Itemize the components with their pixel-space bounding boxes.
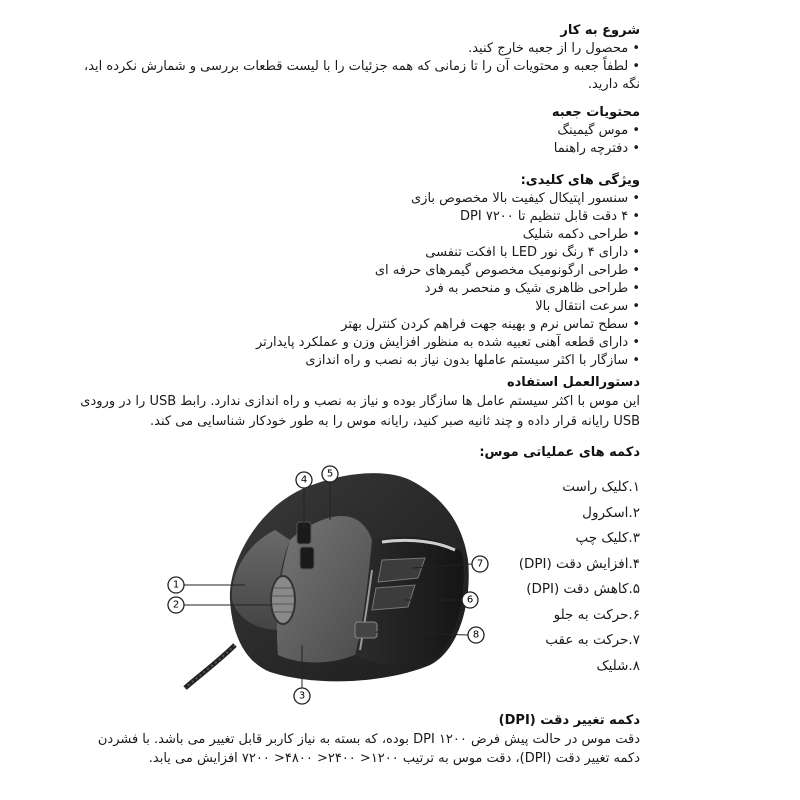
list-item: • موس گیمینگ bbox=[80, 122, 640, 140]
svg-text:2: 2 bbox=[172, 599, 180, 611]
list-item: • سنسور اپتیکال کیفیت بالا مخصوص بازی bbox=[80, 190, 640, 208]
list-item: ۲.اسکرول bbox=[582, 504, 640, 521]
key-features-section bbox=[80, 172, 640, 370]
list-item: ۳.کلیک چپ bbox=[575, 530, 640, 546]
fire-button bbox=[355, 622, 377, 638]
getting-started-list bbox=[80, 40, 640, 94]
svg-text:7: 7 bbox=[476, 558, 484, 570]
key-features-title: ویژگی های کلیدی: bbox=[520, 173, 640, 188]
list-item: ۷.حرکت به عقب bbox=[545, 632, 640, 648]
gaming-mouse-illustration bbox=[150, 460, 510, 710]
getting-started-section bbox=[80, 22, 640, 94]
dpi-title: دکمه تغییر دقت (DPI) bbox=[498, 713, 640, 728]
list-item: ۱.کلیک راست bbox=[562, 479, 640, 495]
list-item: • طراحی ارگونومیک مخصوص گیمرهای حرفه ای bbox=[80, 262, 640, 280]
usage-section bbox=[80, 374, 640, 432]
box-contents-section bbox=[80, 104, 640, 158]
list-item: • سرعت انتقال بالا bbox=[80, 298, 640, 316]
callout-7 bbox=[472, 556, 488, 572]
list-item: • سطح تماس نرم و بهینه جهت فراهم کردن کنترل بهتر bbox=[80, 316, 640, 334]
svg-text:1: 1 bbox=[172, 579, 180, 591]
svg-text:8: 8 bbox=[472, 629, 480, 641]
usage-text: این موس با اکثر سیستم عامل ها سازگار بوده و نیاز به نصب و راه اندازی ندارد. رابط USB را در ورودی USB رایانه قرار داده و چند ثانیه صبر کنید، رایانه موس را به طور خودکار شناسایی می کند. bbox=[80, 394, 640, 429]
callout-5 bbox=[322, 466, 338, 482]
getting-started-title: شروع به کار bbox=[560, 23, 640, 38]
forward-button bbox=[378, 558, 425, 582]
callout-1 bbox=[168, 577, 184, 593]
dpi-down-button bbox=[300, 547, 314, 569]
list-item: • طراحی دکمه شلیک bbox=[80, 226, 640, 244]
list-item: • دارای قطعه آهنی تعبیه شده به منظور افزایش وزن و عملکرد پایدارتر bbox=[80, 334, 640, 352]
list-item: • سازگار با اکثر سیستم عاملها بدون نیاز به نصب و راه اندازی bbox=[80, 352, 640, 370]
list-item: • دارای ۴ رنگ نور LED با افکت تنفسی bbox=[80, 244, 640, 262]
svg-text:3: 3 bbox=[298, 690, 306, 702]
box-contents-title: محتویات جعبه bbox=[551, 105, 640, 120]
list-item: ۶.حرکت به جلو bbox=[553, 606, 640, 623]
list-item: • لطفاً جعبه و محتویات آن را تا زمانی که همه جزئیات را با لیست قطعات بررسی و شمارش نکرده اید، نگه دارید. bbox=[80, 58, 640, 94]
list-item: • طراحی ظاهری شیک و منحصر به فرد bbox=[80, 280, 640, 298]
key-features-list bbox=[80, 190, 640, 370]
dpi-section bbox=[80, 712, 640, 768]
back-button bbox=[372, 585, 415, 610]
list-item: ۵.کاهش دقت (DPI) bbox=[526, 581, 640, 597]
mouse-buttons-title: دکمه های عملیاتی موس: bbox=[479, 445, 640, 460]
svg-text:5: 5 bbox=[326, 468, 334, 480]
list-item: ۴.افزایش دقت (DPI) bbox=[518, 555, 640, 572]
callout-6 bbox=[462, 592, 478, 608]
list-item: • ۴ دقت قابل تنظیم تا DPI ۷۲۰۰ bbox=[80, 208, 640, 226]
scroll-wheel bbox=[271, 576, 295, 624]
callout-3 bbox=[294, 688, 310, 704]
list-item: • دفترچه راهنما bbox=[80, 140, 640, 158]
callout-8 bbox=[468, 627, 484, 643]
svg-text:4: 4 bbox=[300, 474, 308, 486]
callout-4 bbox=[296, 472, 312, 488]
dpi-text: دقت موس در حالت پیش فرض ۱۲۰۰ DPI بوده، که بسته به نیاز کاربر قابل تغییر می باشد. با فشردن دکمه تغییر دقت (DPI)، دقت موس به ترتیب ۱۲۰۰< ۲۴۰۰< ۴۸۰۰< ۷۲۰۰ افزایش می یابد. bbox=[97, 732, 640, 766]
callout-2 bbox=[168, 597, 184, 613]
list-item: • محصول را از جعبه خارج کنید. bbox=[80, 40, 640, 58]
usage-title: دستورالعمل استفاده bbox=[506, 375, 640, 390]
svg-text:6: 6 bbox=[466, 594, 474, 606]
list-item: ۸.شلیک bbox=[596, 657, 640, 674]
box-contents-list bbox=[80, 122, 640, 158]
